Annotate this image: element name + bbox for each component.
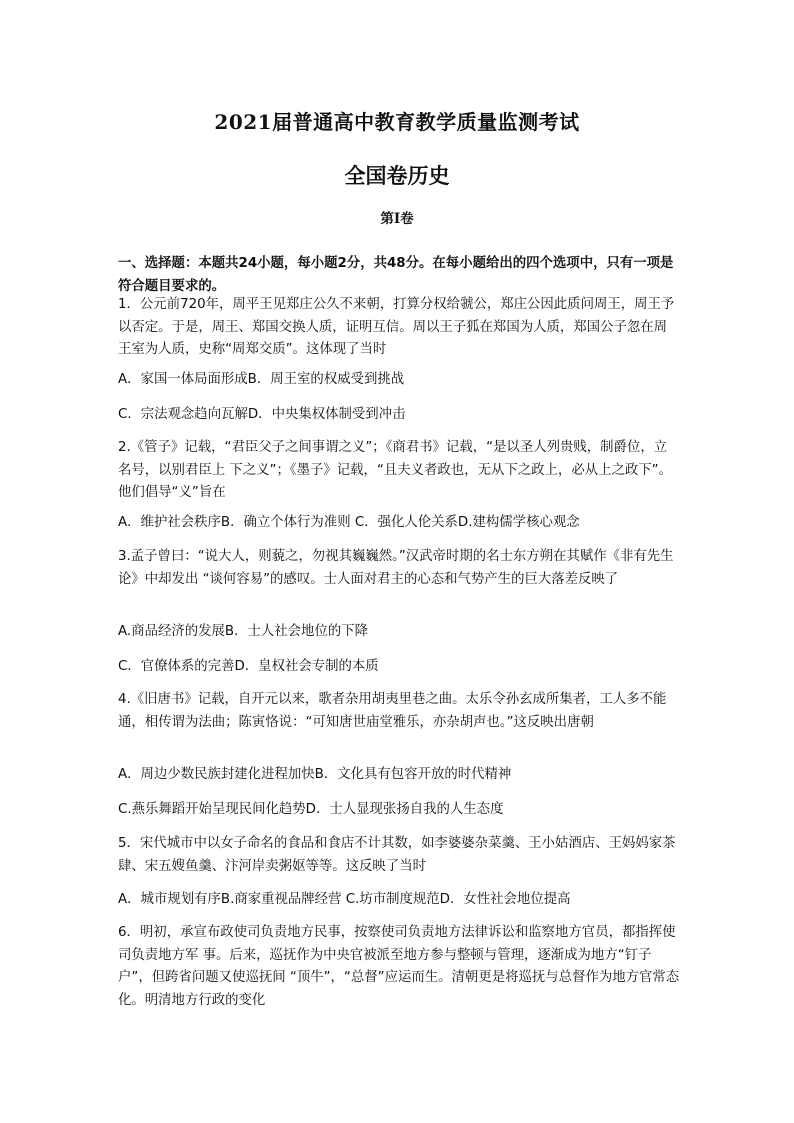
question-3-options-row-1: A.商品经济的发展B．士人社会地位的下降	[118, 624, 369, 639]
question-2-stem: 2.《管子》记载，“君臣父子之间事谓之义”；《商君书》记载，“是以圣人列贵贱，制爵位，立名号，以别君臣上 下之义”；《墨子》记载，“且夫义者政也，无从下之政上，必从上之政下”。他们倡导“义”旨在	[118, 440, 672, 500]
question-1-stem: 1．公元前720年，周平王见郑庄公久不来朝，打算分权给虢公，郑庄公因此质问周王，周王予以否定。于是，周王、郑国交换人质，证明互信。周以王子狐在郑国为人质，郑国公子忽在周王室为人质，史称“周郑交质”。这体现了当时	[118, 297, 675, 357]
question-3-options-row-2: C．官僚体系的完善D．皇权社会专制的本质	[118, 659, 379, 674]
question-1-options-row-2: C．宗法观念趋向瓦解D．中央集权体制受到冲击	[118, 407, 406, 422]
volume-label: 第Ⅰ卷	[380, 211, 414, 227]
question-3-stem: 3.孟子曾曰：“说大人，则藐之，勿视其巍巍然。”汉武帝时期的名士东方朔在其赋作《非有先生论》中却发出 “谈何容易”的感叹。士人面对君主的心态和气势产生的巨大落差反映了	[118, 549, 674, 587]
question-4-options-row-2: C.燕乐舞蹈开始呈现民间化趋势D．士人显现张扬自我的人生态度	[118, 802, 504, 817]
question-5-stem: 5．宋代城市中以女子命名的食品和食店不计其数，如李婆婆杂菜羹、王小姑酒店、王妈妈家茶肆、宋五嫂鱼羹、汴河岸卖粥妪等等。这反映了当时	[118, 836, 676, 874]
section-instruction: 一、选择题：本题共24小题，每小题2分，共48分。在每小题给出的四个选项中，只有一项是符合题目要求的。	[118, 256, 674, 294]
question-1-options-row-1: A．家国一体局面形成B．周王室的权威受到挑战	[118, 372, 405, 387]
exam-subject: 全国卷历史	[344, 163, 450, 188]
question-6-stem: 6．明初，承宣布政使司负责地方民事，按察使司负责地方法律诉讼和监察地方官员，都指挥使司负责地方军 事。后来，巡抚作为中央官被派至地方参与整顿与管理，逐渐成为地方“钉子户”，但跨省问题又使巡抚间 “顶牛”，“总督”应运而生。清朝更是将巡抚与总督作为地方官常态化。明清地方行政的变化	[118, 925, 680, 1008]
exam-title: 2021届普通高中教育教学质量监测考试	[214, 110, 580, 134]
question-2-options-row-1: A．维护社会秩序B．确立个体行为准则 C．强化人伦关系D.建构儒学核心观念	[118, 515, 580, 530]
question-5-options-row-1: A．城市规划有序B.商家重视品牌经营 C.坊市制度规范D．女性社会地位提高	[118, 892, 571, 907]
question-4-options-row-1: A．周边少数民族封建化进程加快B．文化具有包容开放的时代精神	[118, 767, 512, 782]
question-4-stem: 4.《旧唐书》记载，自开元以来，歌者杂用胡夷里巷之曲。太乐令孙玄成所集者，工人多不能通，相传谓为法曲；陈寅恪说：“可知唐世庙堂雅乐，亦杂胡声也。”这反映出唐朝	[118, 692, 667, 730]
